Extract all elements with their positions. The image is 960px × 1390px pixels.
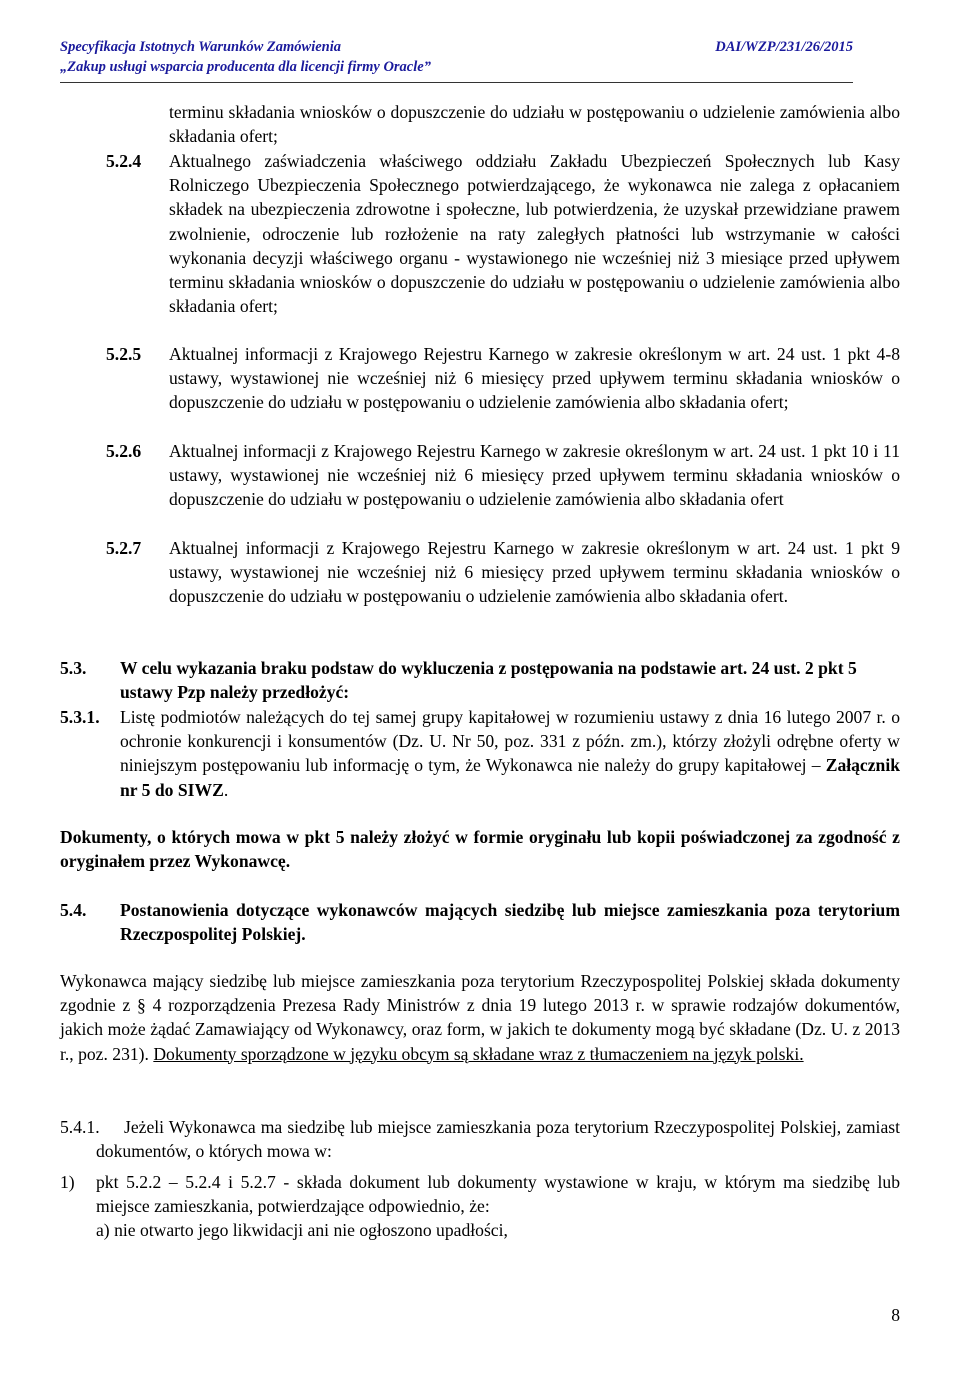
section-5-3-number: 5.3. (60, 658, 87, 678)
sentence-end: . (223, 779, 229, 800)
section-5-4-title: Postanowienia dotyczące wykonawców mających siedzibę lub miejsce zamieszkania poza terytorium Rzeczpospolitej Polskiej. (120, 900, 900, 945)
header-reference-number: DAI/WZP/231/26/2015 (715, 39, 853, 55)
annex-5-reference: Załącznik nr 5 do SIWZ (120, 755, 900, 800)
item-text: Aktualnej informacji z Krajowego Rejestru Karnego w zakresie określonym w art. 24 ust. 1 pkt 10 i 11 ustawy, wystawionej nie wcześniej niż 6 miesięcy przed upływem terminu składania wniosków o dopuszczenie do udziału w postępowaniu o udzielenie zamówienia albo składania ofert (169, 441, 900, 510)
foreign-contractor-text: Wykonawca mający siedzibę lub miejsce zamieszkania poza terytorium Rzeczypospolitej Polskiej składa dokumenty zgodnie z § 4 rozporządzenia Prezesa Rady Ministrów z dnia 19 lutego 2013 r. w sprawie rodzajów dokumentów, jakich może żądać Zamawiający od Wykonawcy, oraz form, w jakich te dokumenty mogą być składane (Dz. U. z 2013 r., poz. 231). (60, 971, 900, 1064)
item-number: 5.2.6 (106, 441, 142, 461)
section-5-3-1-number: 5.3.1. (60, 707, 100, 727)
section-5-4-1-text (60, 1115, 900, 1163)
section-5-3-title: W celu wykazania braku podstaw do wykluczenia z postępowania na podstawie art. 24 ust. 2 pkt 5 ustawy Pzp należy przedłożyć: (120, 658, 857, 703)
section-5-3-1-body: Listę podmiotów należących do tej samej grupy kapitałowej w rozumieniu ustawy z dnia 16 lutego 2007 r. o ochronie konkurencji i konsumentów (Dz. U. Nr 50, poz. 331 z późn. zm.), którzy złożyli odrębne oferty w niniejszym postępowaniu lub informację o tym, że Wykonawca nie należy do grupy kapitałowej – (120, 707, 900, 776)
foreign-contractor-paragraph (60, 969, 900, 1066)
section-5-3-1-text (120, 705, 900, 802)
translation-requirement: Dokumenty sporządzone w języku obcym są składane wraz z tłumaczeniem na język polski. (153, 1043, 804, 1064)
sub-list-item-a: a) nie otwarto jego likwidacji ani nie ogłoszono upadłości, (96, 1220, 508, 1240)
item-number: 5.2.5 (106, 344, 142, 364)
item-text: Aktualnego zaświadczenia właściwego oddziału Zakładu Ubezpieczeń Społecznych lub Kasy Rolniczego Ubezpieczenia Społecznego potwierdzającego, że wykonawca nie zalega z opłacaniem składek na ubezpieczenia zdrowotne i społeczne, lub potwierdzenia, że uzyskał przewidziane prawem zwolnienie, odroczenie lub rozłożenie na raty zaległych płatności lub wstrzymanie w całości wykonania decyzji właściwego organu - wystawionego nie wcześniej niż 3 miesiące przed upływem terminu składania wniosków o dopuszczenie do udziału w postępowaniu o udzielenie zamówienia albo składania ofert; (169, 151, 900, 317)
list-item-number: 1) (60, 1172, 75, 1192)
section-5-4-number: 5.4. (60, 900, 87, 920)
page-number: 8 (891, 1305, 900, 1325)
section-5-4-1-body: Jeżeli Wykonawca ma siedzibę lub miejsce zamieszkania poza terytorium Rzeczypospolitej Polskiej, zamiast dokumentów, o których mowa w: (96, 1117, 900, 1162)
header-procurement-subject: „Zakup usługi wsparcia producenta dla licencji firmy Oracle” (60, 59, 431, 75)
continued-text: terminu składania wniosków o dopuszczenie do udziału w postępowaniu o udzielenie zamówienia albo składania ofert; (169, 102, 900, 147)
header-document-title: Specyfikacja Istotnych Warunków Zamówienia (60, 39, 342, 55)
item-text: Aktualnej informacji z Krajowego Rejestru Karnego w zakresie określonym w art. 24 ust. 1 pkt 4-8 ustawy, wystawionej nie wcześniej niż 6 miesięcy przed upływem terminu składania wniosków o dopuszczenie do udziału w postępowaniu o udzielenie zamówienia albo składania ofert; (169, 344, 900, 413)
list-item-text: pkt 5.2.2 – 5.2.4 i 5.2.7 - składa dokument lub dokumenty wystawione w kraju, w którym ma siedzibę lub miejsce zamieszkania, potwierdzające odpowiednio, że: (96, 1172, 900, 1217)
item-number: 5.2.4 (106, 151, 142, 171)
item-text: Aktualnej informacji z Krajowego Rejestru Karnego w zakresie określonym w art. 24 ust. 1 pkt 9 ustawy, wystawionej nie wcześniej niż 6 miesięcy przed upływem terminu składania wniosków o dopuszczenie do udziału w postępowaniu o udzielenie zamówienia albo składania ofert. (169, 538, 900, 607)
section-5-4-1-number: 5.4.1. (60, 1117, 100, 1137)
header-divider (60, 82, 853, 83)
documents-form-note: Dokumenty, o których mowa w pkt 5 należy złożyć w formie oryginału lub kopii poświadczonej za zgodność z oryginałem przez Wykonawcę. (60, 827, 900, 872)
item-number: 5.2.7 (106, 538, 142, 558)
